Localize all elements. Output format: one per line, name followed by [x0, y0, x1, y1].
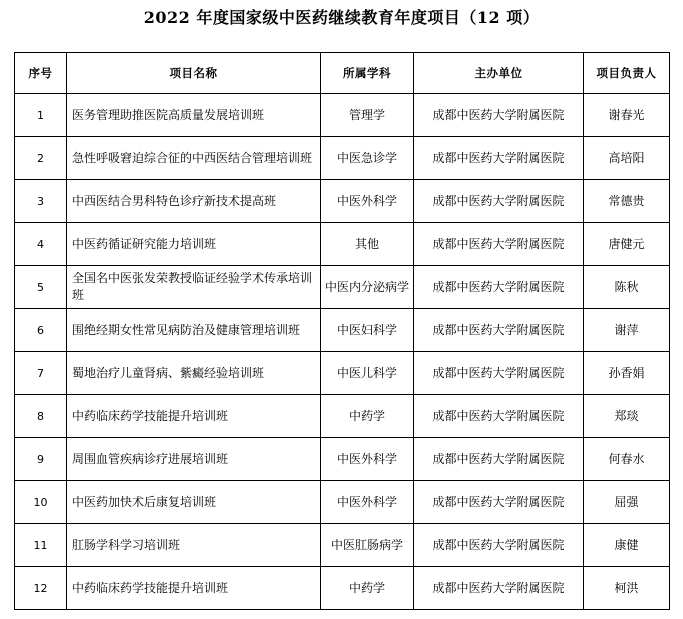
cell-organizer: 成都中医药大学附属医院 [414, 438, 584, 481]
table-row [15, 352, 670, 395]
cell-organizer: 成都中医药大学附属医院 [414, 352, 584, 395]
table-row [15, 94, 670, 137]
column-header-leader: 项目负责人 [584, 53, 670, 94]
cell-subject: 中医肛肠病学 [321, 524, 414, 567]
page-title: 2022 年度国家级中医药继续教育年度项目（12 项） [143, 8, 540, 27]
cell-subject: 中医外科学 [321, 438, 414, 481]
table-row [15, 481, 670, 524]
column-header-subject: 所属学科 [321, 53, 414, 94]
table-row [15, 309, 670, 352]
cell-subject: 管理学 [321, 94, 414, 137]
cell-number: 7 [15, 352, 67, 395]
cell-organizer: 成都中医药大学附属医院 [414, 567, 584, 610]
cell-subject: 中医外科学 [321, 180, 414, 223]
cell-organizer: 成都中医药大学附属医院 [414, 137, 584, 180]
table-row [15, 395, 670, 438]
column-header-project-name: 项目名称 [67, 53, 321, 94]
table-row [15, 180, 670, 223]
cell-organizer: 成都中医药大学附属医院 [414, 395, 584, 438]
table-row [15, 524, 670, 567]
cell-number: 1 [15, 94, 67, 137]
cell-subject: 中医急诊学 [321, 137, 414, 180]
cell-project-name: 全国名中医张发荣教授临证经验学术传承培训班 [67, 266, 321, 309]
project-table [14, 52, 670, 610]
cell-leader: 常德贵 [584, 180, 670, 223]
cell-project-name: 中药临床药学技能提升培训班 [67, 395, 321, 438]
column-header-number: 序号 [15, 53, 67, 94]
cell-organizer: 成都中医药大学附属医院 [414, 180, 584, 223]
cell-number: 12 [15, 567, 67, 610]
table-row [15, 438, 670, 481]
cell-leader: 陈秋 [584, 266, 670, 309]
cell-leader: 唐健元 [584, 223, 670, 266]
cell-organizer: 成都中医药大学附属医院 [414, 309, 584, 352]
table-row [15, 567, 670, 610]
table-row [15, 137, 670, 180]
cell-number: 8 [15, 395, 67, 438]
cell-number: 10 [15, 481, 67, 524]
cell-project-name: 中医药加快术后康复培训班 [67, 481, 321, 524]
cell-number: 5 [15, 266, 67, 309]
cell-leader: 屈强 [584, 481, 670, 524]
cell-subject: 中医外科学 [321, 481, 414, 524]
cell-subject: 中药学 [321, 395, 414, 438]
cell-leader: 柯洪 [584, 567, 670, 610]
cell-project-name: 急性呼吸窘迫综合征的中西医结合管理培训班 [67, 137, 321, 180]
cell-subject: 中医内分泌病学 [321, 266, 414, 309]
cell-project-name: 周围血管疾病诊疗进展培训班 [67, 438, 321, 481]
cell-subject: 中医儿科学 [321, 352, 414, 395]
cell-leader: 何春水 [584, 438, 670, 481]
table-body [15, 94, 670, 610]
cell-leader: 孙香娟 [584, 352, 670, 395]
cell-project-name: 中医药循证研究能力培训班 [67, 223, 321, 266]
cell-organizer: 成都中医药大学附属医院 [414, 266, 584, 309]
cell-leader: 康健 [584, 524, 670, 567]
cell-leader: 郑琰 [584, 395, 670, 438]
cell-number: 11 [15, 524, 67, 567]
cell-project-name: 围绝经期女性常见病防治及健康管理培训班 [67, 309, 321, 352]
cell-project-name: 肛肠学科学习培训班 [67, 524, 321, 567]
cell-project-name: 中药临床药学技能提升培训班 [67, 567, 321, 610]
cell-project-name: 医务管理助推医院高质量发展培训班 [67, 94, 321, 137]
cell-organizer: 成都中医药大学附属医院 [414, 481, 584, 524]
cell-leader: 谢春光 [584, 94, 670, 137]
cell-number: 2 [15, 137, 67, 180]
cell-organizer: 成都中医药大学附属医院 [414, 223, 584, 266]
cell-leader: 高培阳 [584, 137, 670, 180]
cell-subject: 中药学 [321, 567, 414, 610]
column-header-organizer: 主办单位 [414, 53, 584, 94]
cell-leader: 谢萍 [584, 309, 670, 352]
cell-number: 9 [15, 438, 67, 481]
table-header-row [15, 53, 670, 94]
cell-project-name: 蜀地治疗儿童肾病、紫癜经验培训班 [67, 352, 321, 395]
cell-organizer: 成都中医药大学附属医院 [414, 524, 584, 567]
cell-number: 4 [15, 223, 67, 266]
table-row [15, 266, 670, 309]
cell-number: 6 [15, 309, 67, 352]
cell-number: 3 [15, 180, 67, 223]
table-row [15, 223, 670, 266]
cell-subject: 其他 [321, 223, 414, 266]
cell-project-name: 中西医结合男科特色诊疗新技术提高班 [67, 180, 321, 223]
cell-organizer: 成都中医药大学附属医院 [414, 94, 584, 137]
cell-subject: 中医妇科学 [321, 309, 414, 352]
